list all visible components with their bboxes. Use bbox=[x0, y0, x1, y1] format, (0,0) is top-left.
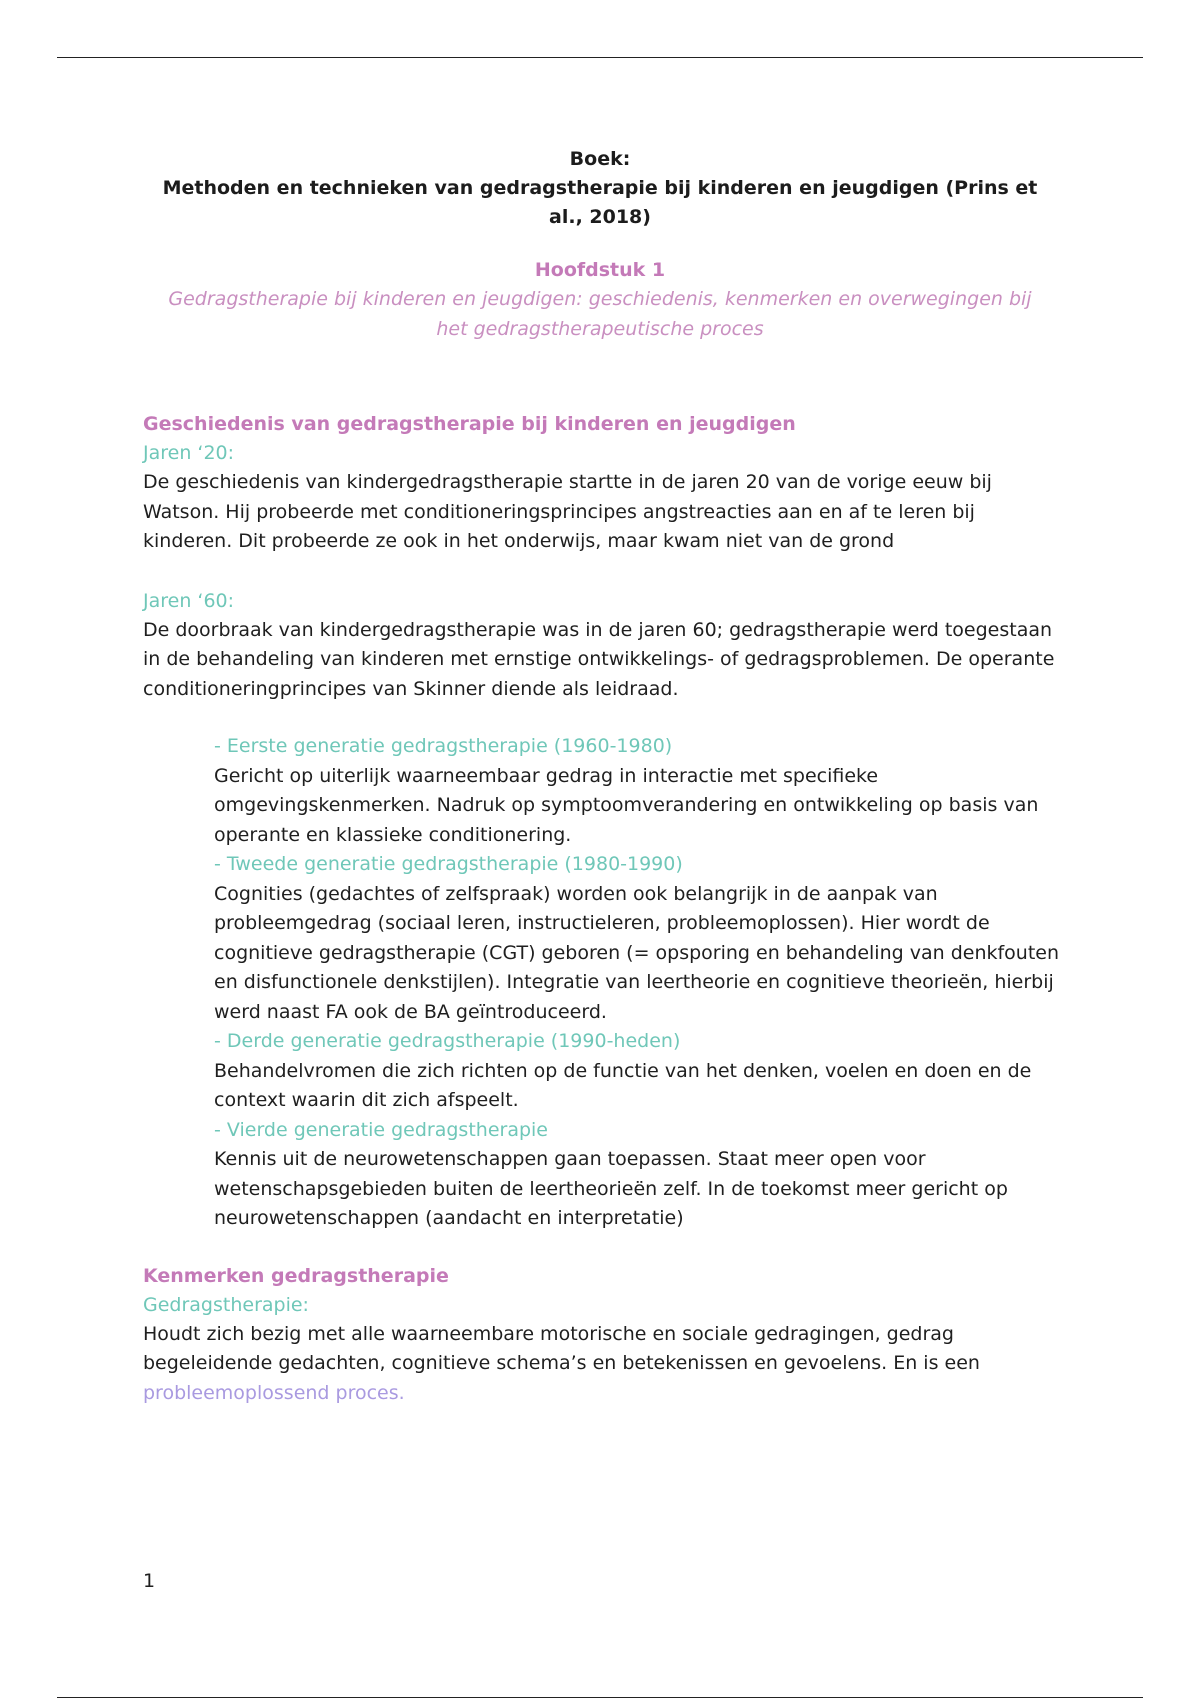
generation-text: Cognities (gedachtes of zelfspraak) worden ook belangrijk in de aanpak van probleemgedrag (sociaal leren, instructieleren, probleemoplossen). Hier wordt de cognitieve gedragstherapie (CGT) geboren (= opsporing en behandeling van denkfouten en disfunctionele denkstijlen). Integratie van leertheorie en cognitieve theorieën, hierbij werd naast FA ook de BA geïntroduceerd. bbox=[214, 882, 1060, 1023]
characteristics-highlight: probleemoplossend proces. bbox=[143, 1381, 405, 1404]
generation-heading: - Vierde generatie gedragstherapie bbox=[214, 1118, 548, 1141]
characteristics-sub-heading: Gedragstherapie: bbox=[143, 1293, 309, 1316]
sixties-paragraph: De doorbraak van kindergedragstherapie was in de jaren 60; gedragstherapie werd toegestaan in de behandeling van kinderen met ernstige ontwikkelings- of gedragsproblemen. De operante conditioneringprincipes van Skinner diende als leidraad. bbox=[143, 618, 1055, 700]
book-title: Methoden en technieken van gedragstherapie bij kinderen en jeugdigen (Prins et al., 2018) bbox=[162, 177, 1038, 228]
sixties-heading: Jaren ‘60: bbox=[143, 589, 235, 612]
document-body bbox=[143, 410, 1063, 1408]
generation-heading: - Tweede generatie gedragstherapie (1980-1990) bbox=[214, 853, 683, 875]
generation-heading: - Eerste generatie gedragstherapie (1960-1980) bbox=[214, 735, 673, 757]
twenties-paragraph: De geschiedenis van kindergedragstherapie startte in de jaren 20 van de vorige eeuw bij Watson. Hij probeerde met conditioneringsprincipes angstreacties aan en af te leren bij kinderen. Dit probeerde ze ook in het onderwijs, maar kwam niet van de grond bbox=[143, 471, 992, 552]
chapter-label: Hoofdstuk 1 bbox=[534, 259, 666, 281]
generation-text: Kennis uit de neurowetenschappen gaan toepassen. Staat meer open voor wetenschapsgebieden buiten de leertheorieën zelf. In de toekomst meer gericht op neurowetenschappen (aandacht en interpretatie) bbox=[214, 1148, 1008, 1229]
twenties-heading: Jaren ‘20: bbox=[143, 442, 235, 464]
generation-text: Gericht op uiterlijk waarneembaar gedrag in interactie met specifieke omgevingskenmerken. Nadruk op symptoomverandering en ontwikkeling op basis van operante en klassieke conditionering. bbox=[214, 764, 1039, 846]
history-heading: Geschiedenis van gedragstherapie bij kinderen en jeugdigen bbox=[143, 413, 796, 435]
title-block bbox=[150, 145, 1050, 344]
generation-text: Behandelvromen die zich richten op de functie van het denken, voelen en doen en de context waarin dit zich afspeelt. bbox=[214, 1059, 1032, 1111]
generation-heading: - Derde generatie gedragstherapie (1990-heden) bbox=[214, 1030, 681, 1052]
top-rule bbox=[57, 57, 1143, 58]
book-label: Boek: bbox=[569, 148, 631, 170]
bottom-rule bbox=[57, 1697, 1143, 1698]
generations-list bbox=[214, 732, 1064, 1234]
characteristics-text: Houdt zich bezig met alle waarneembare motorische en sociale gedragingen, gedrag begeleidende gedachten, cognitieve schema’s en betekenissen en gevoelens. En is een bbox=[143, 1322, 980, 1374]
characteristics-heading: Kenmerken gedragstherapie bbox=[143, 1264, 449, 1287]
chapter-subtitle: Gedragstherapie bij kinderen en jeugdigen: geschiedenis, kenmerken en overwegingen bij het gedragstherapeutische proces bbox=[168, 288, 1032, 340]
page-number: 1 bbox=[143, 1570, 156, 1592]
characteristics-paragraph bbox=[143, 1320, 1063, 1409]
